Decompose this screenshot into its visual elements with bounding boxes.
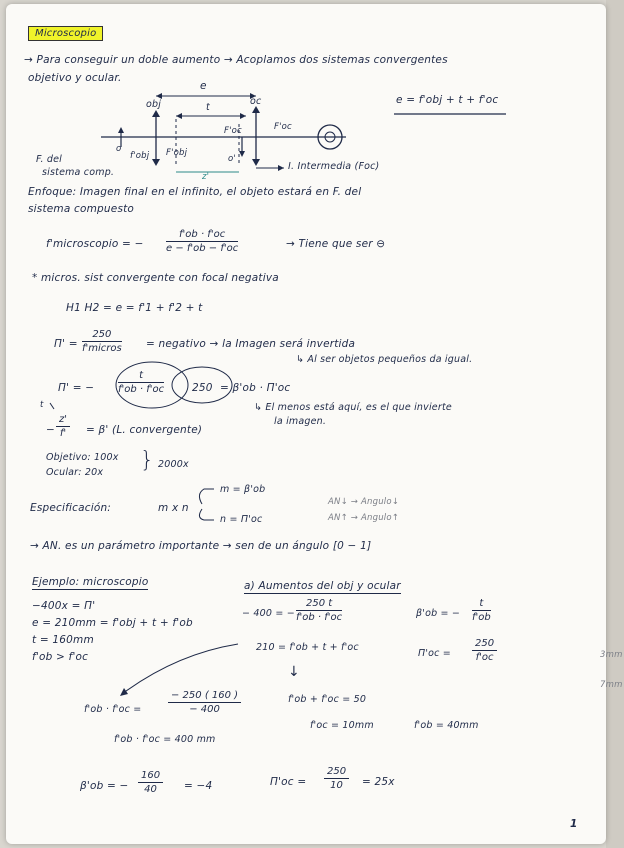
label-f-del: F. del xyxy=(36,154,62,165)
spec-an1: AN↓ → Angulo↓ xyxy=(328,497,400,507)
eq1-lhs: − 400 = − xyxy=(242,608,295,619)
prod-lhs: f'ob · f'oc = xyxy=(84,704,142,715)
beta-res-num: 160 xyxy=(138,770,163,783)
eq1-num: 250 t xyxy=(296,598,342,611)
notebook-page xyxy=(6,4,606,844)
label-oc: oc xyxy=(250,96,262,107)
aumento-note: ↳ Al ser objetos pequeños da igual. xyxy=(296,354,473,365)
pioc-lhs: Π'oc = xyxy=(418,648,451,659)
pioc-res-lhs: Π'oc = xyxy=(270,776,307,788)
pioc-res-num: 250 xyxy=(324,766,349,779)
aumento2-num: t xyxy=(118,370,164,383)
down-arrow-icon: ↓ xyxy=(288,664,300,680)
beta-ob-num: t xyxy=(472,598,491,611)
enfoque-line-1: Enfoque: Imagen final en el infinito, el objeto estará en F. del xyxy=(28,186,362,198)
label-t: t xyxy=(206,102,210,113)
aumento2-mid: 250 xyxy=(192,382,213,394)
beta-num: z' xyxy=(56,414,70,427)
margin-note-2: 7mm xyxy=(600,680,623,690)
prod-result: f'ob · f'oc = 400 mm xyxy=(114,734,216,745)
margin-note-1: 3mm xyxy=(600,650,623,660)
beta-den: f' xyxy=(59,428,67,439)
brace: } xyxy=(140,448,155,473)
aumento2-rhs: = β'ob · Π'oc xyxy=(220,382,291,394)
label-fobj-2: F'obj xyxy=(166,148,188,158)
enfoque-line-2: sistema compuesto xyxy=(28,203,135,215)
label-intermedia: I. Intermedia (Foc) xyxy=(288,161,380,172)
obj-mag: Objetivo: 100x xyxy=(46,452,119,463)
label-sistema: sistema comp. xyxy=(42,167,115,178)
pioc-num: 250 xyxy=(472,638,497,651)
background-edge xyxy=(606,0,624,848)
small-t: t xyxy=(40,400,44,410)
aumento-num: 250 xyxy=(82,329,122,342)
curve-arrow xyxy=(6,4,606,844)
aumento-lhs: Π' = xyxy=(54,338,78,350)
label-z-prime: z' xyxy=(202,172,210,182)
sum-line: f'ob + f'oc = 50 xyxy=(288,694,367,705)
ejemplo-d4: f'ob > f'oc xyxy=(32,651,89,663)
aumento-den: f'micros xyxy=(82,343,122,354)
intro-line-1: → Para conseguir un doble aumento → Acoplamos dos sistemas convergentes xyxy=(24,54,448,66)
ejemplo-d2: e = 210mm = f'obj + t + f'ob xyxy=(32,617,193,629)
beta-res-fraction xyxy=(138,770,163,795)
beta-ob-lhs: β'ob = − xyxy=(416,608,461,619)
ejemplo-d1: −400x = Π' xyxy=(32,600,96,612)
label-o-prime: o' xyxy=(228,154,236,164)
label-foc: F'oc xyxy=(224,126,242,136)
ejemplo-title: Ejemplo: microscopio xyxy=(32,576,149,588)
ocu-mag: Ocular: 20x xyxy=(46,467,104,478)
fmicro-lhs: f'microscopio = − xyxy=(46,238,144,250)
beta-res: = −4 xyxy=(184,780,213,792)
an-line: → AN. es un parámetro importante → sen de un ángulo [0 − 1] xyxy=(30,540,372,552)
spec-an2: AN↑ → Angulo↑ xyxy=(328,513,400,523)
intro-line-2: objetivo y ocular. xyxy=(28,72,122,84)
pioc-den: f'oc xyxy=(475,652,494,663)
total-mag: 2000x xyxy=(158,459,189,470)
spec-n: n = Π'oc xyxy=(220,514,263,525)
pioc-res-den: 10 xyxy=(330,780,343,791)
h1h2-line: H1 H2 = e = f'1 + f'2 + t xyxy=(66,302,203,314)
fmicro-den: e − f'ob − f'oc xyxy=(166,243,239,254)
aumento-rhs: = negativo → la Imagen será invertida xyxy=(146,338,356,350)
page-title: Microscopio xyxy=(28,26,103,41)
pioc-res: = 25x xyxy=(362,776,395,788)
aumento2-lhs: Π' = − xyxy=(58,382,95,394)
part-a-title: a) Aumentos del obj y ocular xyxy=(244,580,401,592)
page-number: 1 xyxy=(570,818,578,830)
label-obj: obj xyxy=(146,99,162,110)
fob-line: f'ob = 40mm xyxy=(414,720,479,731)
label-fobj: f'obj xyxy=(130,151,150,161)
micros-line: * micros. sist convergente con focal negativa xyxy=(32,272,279,284)
beta-res-lhs: β'ob = − xyxy=(80,780,129,792)
fmicro-note: → Tiene que ser ⊖ xyxy=(286,238,386,250)
pioc-res-fraction xyxy=(324,766,349,791)
foc-line: f'oc = 10mm xyxy=(310,720,374,731)
spec-label: Especificación: xyxy=(30,502,112,514)
beta-lhs: − xyxy=(46,424,55,436)
ejemplo-d3: t = 160mm xyxy=(32,634,94,646)
label-foc-2: F'oc xyxy=(274,122,292,132)
eq2: 210 = f'ob + t + f'oc xyxy=(256,642,359,653)
prod-num: − 250 ( 160 ) xyxy=(168,690,241,703)
prod-den: − 400 xyxy=(189,704,220,715)
spec-mxn: m x n xyxy=(158,502,189,514)
formula-e: e = f'obj + t + f'oc xyxy=(396,94,499,106)
label-e: e xyxy=(200,80,207,92)
aumento2-den: f'ob · f'oc xyxy=(118,384,165,395)
label-o: o xyxy=(116,144,122,154)
prod-fraction xyxy=(168,690,241,715)
arrow-note-2: la imagen. xyxy=(274,416,327,427)
beta-rhs: = β' (L. convergente) xyxy=(86,424,203,436)
eq1-den: f'ob · f'oc xyxy=(296,612,343,623)
spec-m: m = β'ob xyxy=(220,484,266,495)
beta-ob-den: f'ob xyxy=(472,612,491,623)
beta-res-den: 40 xyxy=(144,784,157,795)
fmicro-num: f'ob · f'oc xyxy=(166,229,238,242)
arrow-note-1: ↳ El menos está aquí, es el que invierte xyxy=(254,402,452,413)
